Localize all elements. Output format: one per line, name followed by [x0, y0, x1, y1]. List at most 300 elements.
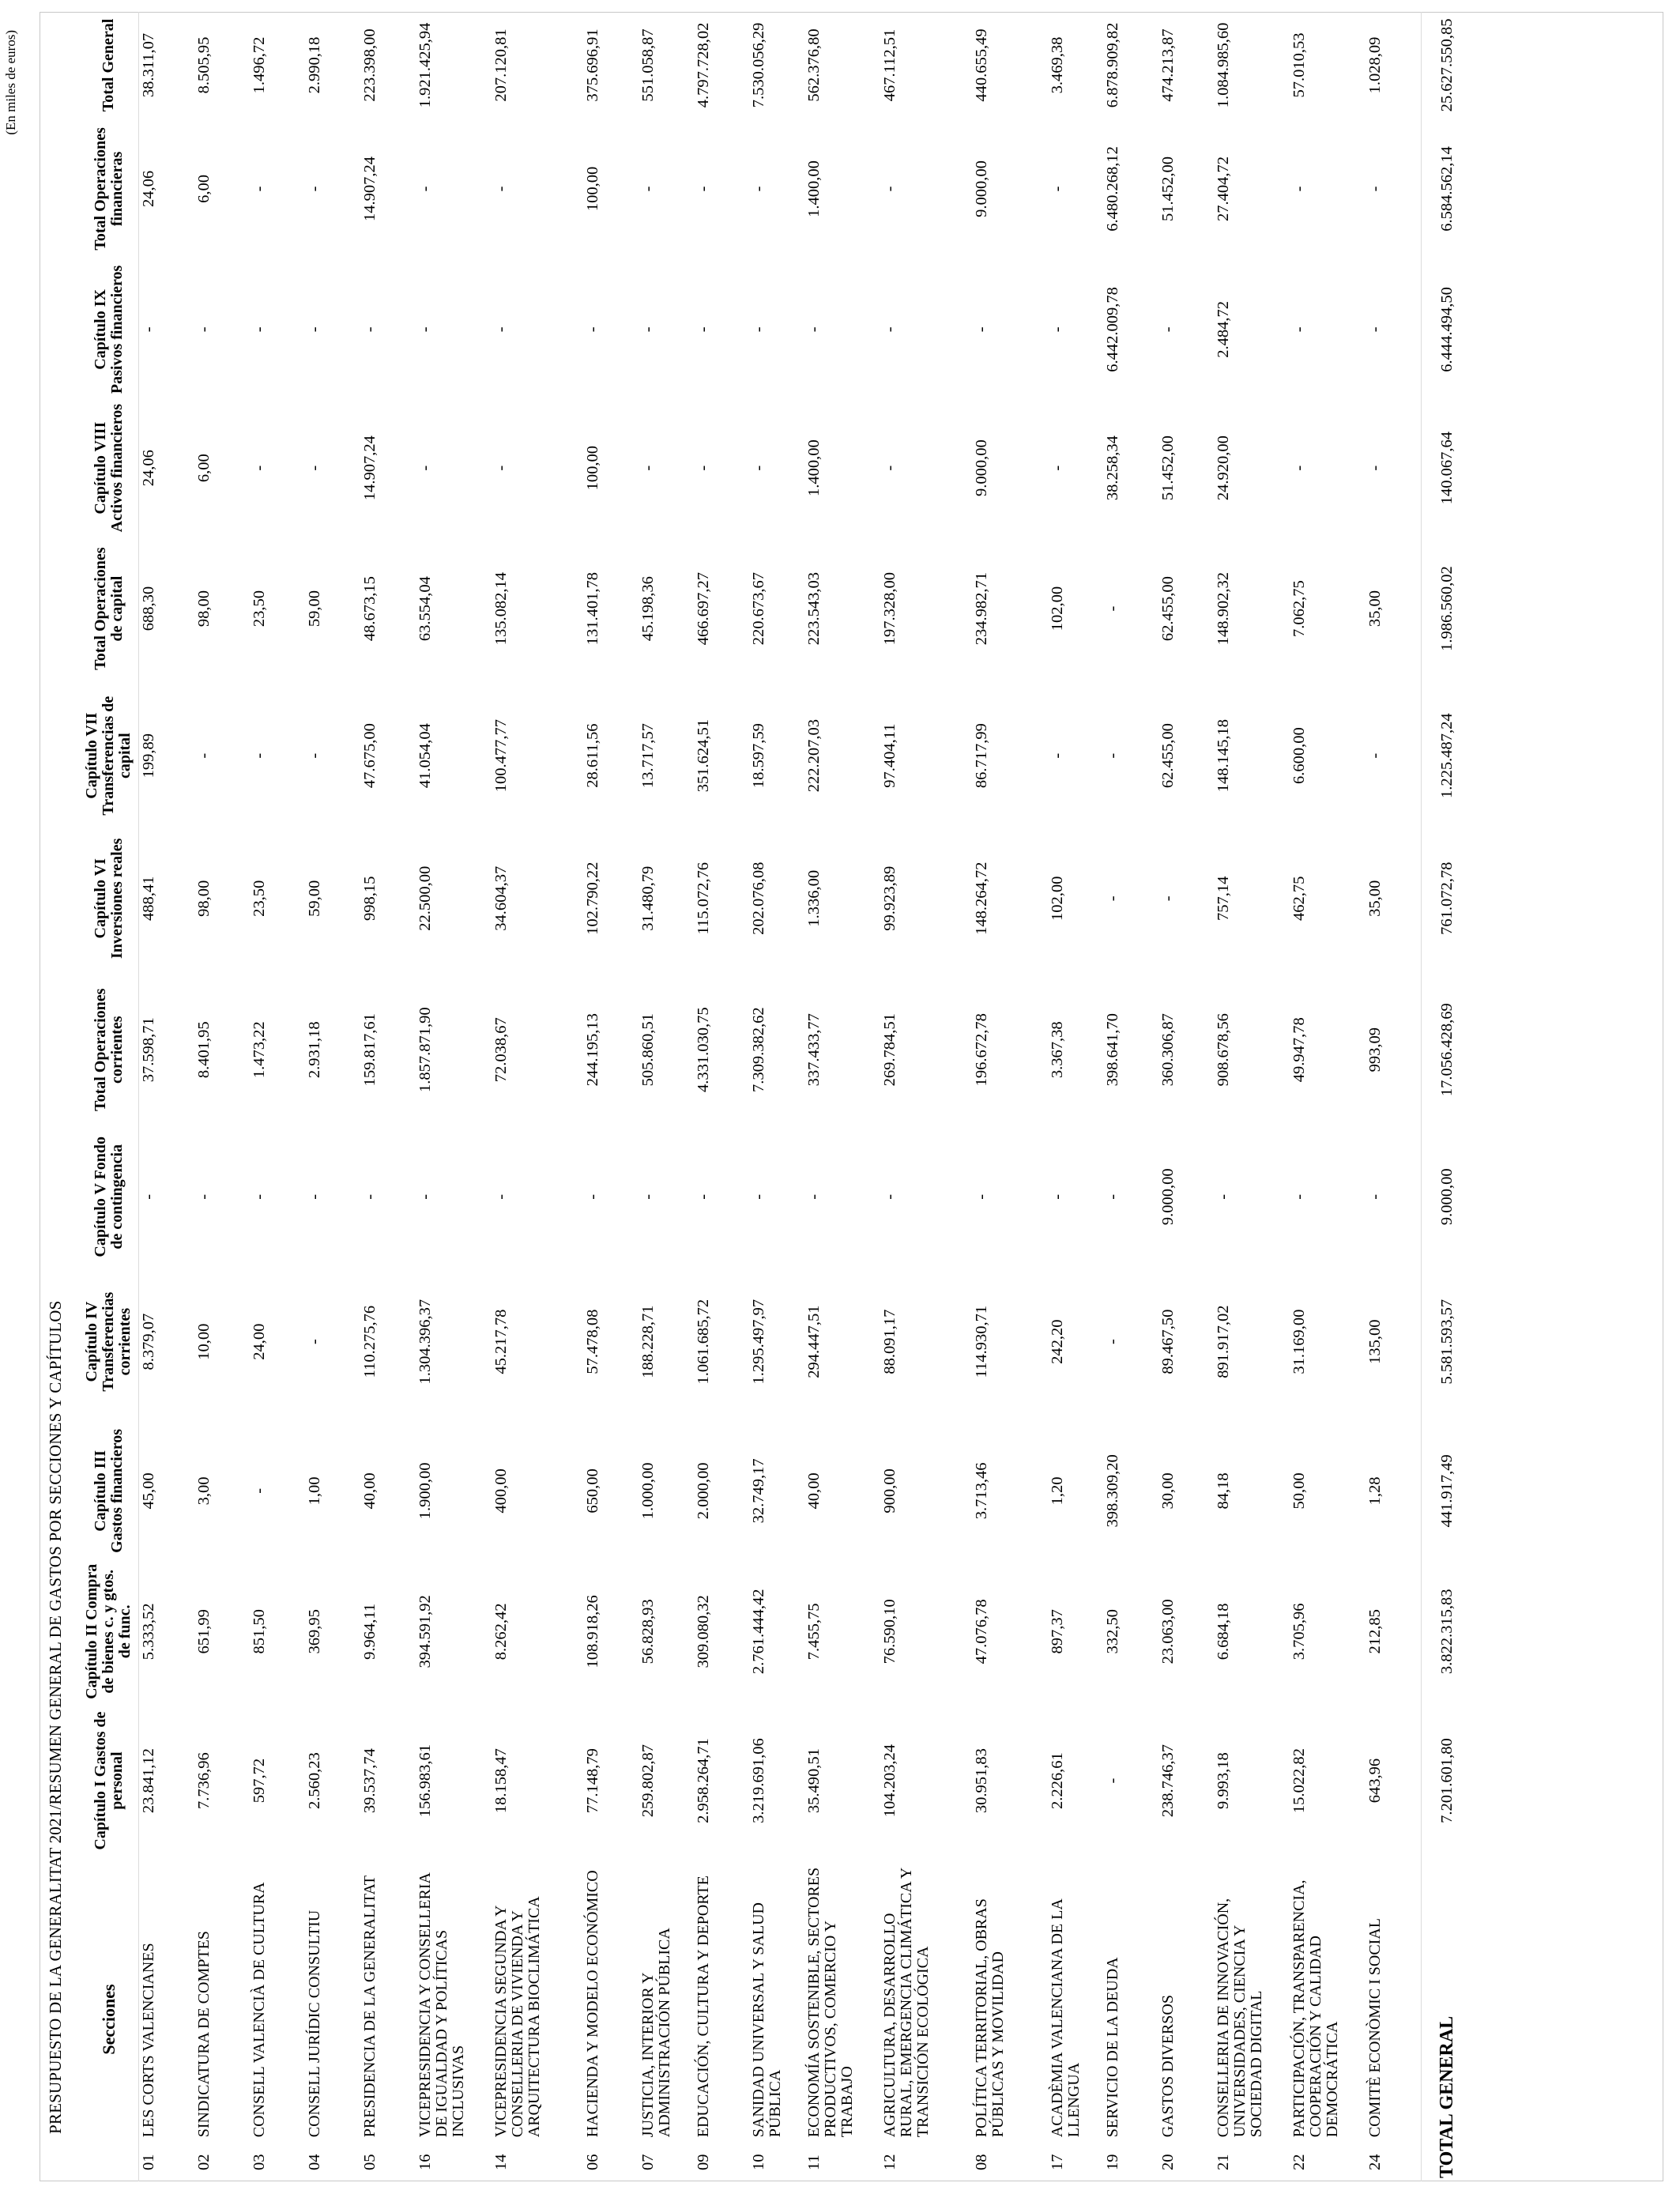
table-row	[1103, 12, 1158, 2181]
value-cell: -	[1159, 895, 1177, 902]
value-cell: 1.900,00	[416, 1462, 434, 1520]
value-cell: 1.336,00	[805, 869, 823, 927]
table-row	[305, 12, 360, 2181]
value-cell: 2.226,61	[1049, 1752, 1066, 1809]
value-cell: 757,14	[1215, 876, 1232, 921]
header-c8: Capítulo VIII Activos financieros	[79, 400, 139, 537]
section-code: 06	[584, 2154, 601, 2170]
value-cell: -	[195, 326, 213, 333]
value-cell: -	[881, 465, 898, 471]
value-cell: 14.907,24	[361, 435, 379, 501]
value-cell: 35,00	[1366, 880, 1384, 917]
header-c9: Capítulo IX Pasivos financieros	[79, 259, 139, 400]
total-value-cell: 761.072,78	[1422, 831, 1473, 967]
value-cell: 2.000,00	[695, 1462, 712, 1520]
value-cell: -	[416, 186, 434, 192]
value-cell: -	[306, 186, 323, 192]
value-cell: -	[973, 326, 990, 333]
value-cell: 7.455,75	[805, 1603, 823, 1661]
value-cell: 114.930,71	[973, 1305, 990, 1378]
value-cell: 897,37	[1049, 1609, 1066, 1654]
value-cell: 72.038,67	[492, 1017, 510, 1083]
value-cell: 148.145,18	[1215, 719, 1232, 793]
value-cell: 3.367,38	[1049, 1021, 1066, 1079]
section-code: 21	[1215, 2154, 1232, 2170]
section-name: CONSELL VALENCIÀ DE CULTURA	[250, 1882, 268, 2138]
section-code: 10	[750, 2154, 767, 2170]
value-cell: -	[306, 752, 323, 759]
value-cell: 1.304.396,37	[416, 1299, 434, 1385]
table-row	[139, 12, 195, 2181]
total-value-cell: 5.581.593,57	[1422, 1261, 1473, 1423]
value-cell: 48.673,15	[361, 576, 379, 642]
value-cell: 375.696,91	[584, 28, 601, 102]
value-cell: 28.611,56	[584, 723, 601, 788]
section-name: PARTICIPACIÓN, TRANSPARENCIA, COOPERACIÓN Y CALIDAD DEMOCRÁTICA	[1290, 1879, 1341, 2138]
value-cell: 88.091,17	[881, 1309, 898, 1374]
value-cell: 238.746,37	[1159, 1744, 1177, 1818]
value-cell: -	[695, 186, 712, 192]
value-cell: 259.802,87	[639, 1744, 657, 1818]
total-value-cell: 6.444.494,50	[1422, 259, 1473, 400]
value-cell: 31.480,79	[639, 865, 657, 931]
value-cell: 23.841,12	[140, 1748, 157, 1814]
header-c1: Capítulo I Gastos de personal	[79, 1704, 139, 1857]
value-cell: -	[1366, 326, 1384, 333]
value-cell: -	[1366, 186, 1384, 192]
value-cell: -	[306, 326, 323, 333]
value-cell: 2.484,72	[1215, 301, 1232, 358]
value-cell: 207.120,81	[492, 28, 510, 102]
value-cell: 7.530.056,29	[750, 22, 767, 108]
value-cell: 8.262,42	[492, 1603, 510, 1661]
table-row	[1365, 12, 1422, 2181]
value-cell: 234.982,71	[973, 571, 990, 646]
value-cell: 39.537,74	[361, 1748, 379, 1814]
value-cell: -	[195, 1193, 213, 1200]
value-cell: -	[1366, 465, 1384, 471]
value-cell: 100.477,77	[492, 719, 510, 793]
value-cell: 597,72	[250, 1758, 268, 1804]
total-value-cell: 9.000,00	[1422, 1133, 1473, 1261]
header-row	[79, 12, 139, 2181]
value-cell: 294.447,51	[805, 1305, 823, 1378]
value-cell: 51.452,00	[1159, 156, 1177, 221]
total-value-cell: 1.225.487,24	[1422, 681, 1473, 831]
section-name: AGRICULTURA, DESARROLLO RURAL, EMERGENCIA CLIMÁTICA Y TRANSICIÓN ECOLÓGICA	[881, 1868, 932, 2138]
value-cell: 309.080,32	[695, 1595, 712, 1668]
value-cell: 908.678,56	[1215, 1013, 1232, 1087]
total-value-cell: 1.986.560,02	[1422, 536, 1473, 680]
section-name: VICEPRESIDENCIA SEGUNDA Y CONSELLERIA DE VIVIENDA Y ARQUITECTURA BIOCLIMÁTICA	[492, 1896, 543, 2138]
value-cell: 156.983,61	[416, 1744, 434, 1818]
section-name: SANIDAD UNIVERSAL Y SALUD PÚBLICA	[750, 1902, 784, 2138]
value-cell: 41.054,04	[416, 723, 434, 789]
header-toc: Total Operaciones corrientes	[79, 967, 139, 1133]
value-cell: 8.379,07	[140, 1313, 157, 1370]
value-cell: 9.000,00	[1159, 1168, 1177, 1226]
value-cell: 400,00	[492, 1468, 510, 1514]
value-cell: 84,18	[1215, 1472, 1232, 1510]
section-code: 08	[973, 2154, 990, 2170]
value-cell: 688,30	[140, 586, 157, 631]
section-name: GASTOS DIVERSOS	[1159, 1995, 1177, 2138]
value-cell: -	[1290, 465, 1308, 471]
value-cell: 462,75	[1290, 876, 1308, 921]
value-cell: -	[1290, 186, 1308, 192]
value-cell: 100,00	[584, 445, 601, 491]
value-cell: 131.401,78	[584, 571, 601, 646]
value-cell: -	[416, 1193, 434, 1200]
value-cell: -	[1104, 1193, 1121, 1200]
value-cell: -	[750, 326, 767, 333]
value-cell: 4.331.030,75	[695, 1007, 712, 1093]
value-cell: 562.376,80	[805, 28, 823, 102]
value-cell: 196.672,78	[973, 1013, 990, 1087]
value-cell: 1.061.685,72	[695, 1299, 712, 1385]
section-code: 20	[1159, 2154, 1177, 2170]
value-cell: 6.442.009,78	[1104, 287, 1121, 372]
value-cell: 6.878.909,82	[1104, 22, 1121, 108]
value-cell: -	[416, 465, 434, 471]
table-row	[804, 12, 880, 2181]
table-row	[694, 12, 749, 2181]
section-name: LES CORTS VALENCIANES	[140, 1943, 157, 2138]
value-cell: -	[492, 186, 510, 192]
value-cell: 57.478,08	[584, 1309, 601, 1374]
value-cell: -	[1104, 605, 1121, 612]
value-cell: 1.295.497,97	[750, 1299, 767, 1385]
value-cell: 7.062,75	[1290, 580, 1308, 637]
value-cell: 23,50	[250, 590, 268, 628]
section-name: VICEPRESIDENCIA Y CONSELLERIA DE IGUALDAD Y POLÍTICAS INCLUSIVAS	[416, 1873, 467, 2138]
value-cell: 1,20	[1049, 1476, 1066, 1506]
value-cell: 108.918,26	[584, 1595, 601, 1668]
value-cell: 7.736,96	[195, 1752, 213, 1809]
value-cell: 3.469,38	[1049, 36, 1066, 94]
value-cell: 40,00	[361, 1472, 379, 1510]
value-cell: 59,00	[306, 590, 323, 628]
section-name: SERVICIO DE LA DEUDA	[1104, 1957, 1121, 2138]
section-code: 14	[492, 2154, 510, 2170]
header-tg: Total General	[79, 12, 139, 119]
value-cell: 337.433,77	[805, 1013, 823, 1087]
value-cell: -	[1104, 1339, 1121, 1345]
value-cell: -	[195, 752, 213, 759]
header-tof: Total Operaciones financieras	[79, 119, 139, 259]
value-cell: 202.076,08	[750, 861, 767, 935]
total-value-cell: 7.201.601,80	[1422, 1704, 1473, 1857]
value-cell: 49.947,78	[1290, 1017, 1308, 1083]
value-cell: 199,89	[140, 733, 157, 778]
header-c4: Capítulo IV Transferencias corrientes	[79, 1261, 139, 1423]
value-cell: 35,00	[1366, 590, 1384, 628]
value-cell: 1.084.985,60	[1215, 22, 1232, 108]
value-cell: -	[250, 1193, 268, 1200]
header-c3: Capítulo III Gastos financieros	[79, 1423, 139, 1559]
table-row	[416, 12, 492, 2181]
value-cell: 6,00	[195, 454, 213, 483]
budget-page	[40, 12, 1667, 2181]
value-cell: 9.964,11	[361, 1603, 379, 1660]
value-cell: 38.258,34	[1104, 435, 1121, 501]
value-cell: -	[881, 186, 898, 192]
header-c6: Capítulo VI Inversiones reales	[79, 831, 139, 967]
total-value-cell: 140.067,64	[1422, 400, 1473, 537]
value-cell: 3.713,46	[973, 1462, 990, 1520]
value-cell: -	[250, 326, 268, 333]
table-row	[880, 12, 972, 2181]
table-row	[360, 12, 416, 2181]
value-cell: 35.490,51	[805, 1748, 823, 1814]
table-row	[583, 12, 638, 2181]
value-cell: 24,00	[250, 1323, 268, 1360]
value-cell: 6.684,18	[1215, 1603, 1232, 1661]
value-cell: -	[639, 326, 657, 333]
value-cell: 551.058,87	[639, 28, 657, 102]
value-cell: 47.675,00	[361, 723, 379, 789]
section-name: EDUCACIÓN, CULTURA Y DEPORTE	[695, 1875, 712, 2138]
value-cell: -	[1366, 1193, 1384, 1200]
value-cell: -	[750, 1193, 767, 1200]
value-cell: 351.624,51	[695, 719, 712, 793]
header-c7: Capítulo VII Transferencias de capital	[79, 681, 139, 831]
header-tocap: Total Operaciones de capital	[79, 536, 139, 680]
value-cell: 5.333,52	[140, 1603, 157, 1661]
value-cell: 1.857.871,90	[416, 1007, 434, 1093]
section-code: 04	[306, 2154, 323, 2170]
value-cell: 34.604,37	[492, 865, 510, 931]
value-cell: 6,00	[195, 175, 213, 203]
table-row	[972, 12, 1048, 2181]
table-row	[1048, 12, 1103, 2181]
value-cell: 369,95	[306, 1609, 323, 1654]
value-cell: 1,00	[306, 1476, 323, 1506]
value-cell: 89.467,50	[1159, 1309, 1177, 1374]
value-cell: 3,00	[195, 1476, 213, 1506]
value-cell: -	[1049, 465, 1066, 471]
value-cell: 222.207,03	[805, 719, 823, 793]
value-cell: 56.828,93	[639, 1599, 657, 1664]
header-secciones: Secciones	[79, 1857, 139, 2181]
value-cell: 1.400,00	[805, 439, 823, 497]
value-cell: 993,09	[1366, 1027, 1384, 1072]
value-cell: -	[750, 465, 767, 471]
total-row	[1422, 12, 1473, 2181]
value-cell: 1.496,72	[250, 36, 268, 94]
value-cell: -	[492, 1193, 510, 1200]
value-cell: 30.951,83	[973, 1748, 990, 1814]
table-row	[638, 12, 694, 2181]
table-row	[1158, 12, 1214, 2181]
value-cell: -	[639, 465, 657, 471]
value-cell: -	[361, 326, 379, 333]
value-cell: -	[1104, 752, 1121, 759]
table-body	[139, 12, 1473, 2181]
total-value-cell: 3.822.315,83	[1422, 1559, 1473, 1704]
value-cell: 47.076,78	[973, 1599, 990, 1664]
value-cell: 1.921.425,94	[416, 22, 434, 108]
total-label: TOTAL GENERAL	[1422, 1857, 1473, 2181]
value-cell: 474.213,87	[1159, 28, 1177, 102]
value-cell: 104.203,24	[881, 1744, 898, 1818]
value-cell: 220.673,67	[750, 571, 767, 646]
value-cell: 99.923,89	[881, 865, 898, 931]
value-cell: -	[639, 186, 657, 192]
value-cell: 197.328,00	[881, 571, 898, 646]
value-cell: 223.543,03	[805, 571, 823, 646]
value-cell: 100,00	[584, 166, 601, 212]
value-cell: 30,00	[1159, 1472, 1177, 1510]
section-name: ACADÈMIA VALENCIANA DE LA LLENGUA	[1049, 1899, 1083, 2138]
value-cell: 1.028,09	[1366, 36, 1384, 94]
value-cell: 45.217,78	[492, 1309, 510, 1374]
value-cell: -	[1290, 326, 1308, 333]
value-cell: 7.309.382,62	[750, 1007, 767, 1093]
value-cell: 505.860,51	[639, 1013, 657, 1087]
value-cell: 900,00	[881, 1468, 898, 1514]
value-cell: 2.990,18	[306, 36, 323, 94]
table-row	[492, 12, 583, 2181]
value-cell: 1,28	[1366, 1476, 1384, 1506]
value-cell: 13.717,57	[639, 723, 657, 789]
value-cell: -	[140, 326, 157, 333]
value-cell: 4.797.728,02	[695, 22, 712, 108]
value-cell: -	[1215, 1193, 1232, 1200]
value-cell: -	[306, 1339, 323, 1345]
value-cell: -	[492, 326, 510, 333]
value-cell: 14.907,24	[361, 156, 379, 221]
value-cell: 269.784,51	[881, 1013, 898, 1087]
value-cell: -	[1290, 1193, 1308, 1200]
value-cell: 77.148,79	[584, 1748, 601, 1814]
value-cell: 15.022,82	[1290, 1748, 1308, 1814]
value-cell: 76.590,10	[881, 1599, 898, 1664]
value-cell: -	[695, 326, 712, 333]
value-cell: 9.000,00	[973, 160, 990, 217]
value-cell: -	[306, 465, 323, 471]
section-name: HACIENDA Y MODELO ECONÓMICO	[584, 1870, 601, 2138]
total-value-cell: 17.056.428,69	[1422, 967, 1473, 1133]
value-cell: 45.198,36	[639, 576, 657, 642]
table-row	[749, 12, 804, 2181]
total-value-cell: 6.584.562,14	[1422, 119, 1473, 259]
value-cell: 23.063,00	[1159, 1599, 1177, 1664]
page-title: PRESUPUESTO DE LA GENERALITAT 2021/RESUMEN GENERAL DE GASTOS POR SECCIONES Y CAPÍTULOS	[46, 1300, 65, 2134]
value-cell: -	[1104, 895, 1121, 902]
value-cell: 59,00	[306, 880, 323, 917]
value-cell: 1.400,00	[805, 160, 823, 217]
header-c2: Capítulo II Compra de bienes c. y gtos. de func.	[79, 1559, 139, 1704]
value-cell: 9.000,00	[973, 439, 990, 497]
value-cell: 9.993,18	[1215, 1752, 1232, 1809]
value-cell: 2.931,18	[306, 1021, 323, 1079]
value-cell: 2.761.444,42	[750, 1589, 767, 1675]
unit-note: (En miles de euros)	[3, 30, 18, 135]
section-name: ECONOMÍA SOSTENIBLE, SECTORES PRODUCTIVOS, COMERCIO Y TRABAJO	[805, 1867, 856, 2138]
value-cell: 440.655,49	[973, 28, 990, 102]
value-cell: 38.311,07	[140, 32, 157, 98]
header-c5: Capítulo V Fondo de contingencia	[79, 1133, 139, 1261]
section-code: 24	[1366, 2154, 1384, 2170]
value-cell: 40,00	[805, 1472, 823, 1510]
value-cell: 466.697,27	[695, 571, 712, 646]
section-name: CONSELL JURÍDIC CONSULTIU	[306, 1909, 323, 2138]
value-cell: 851,50	[250, 1609, 268, 1654]
value-cell: 37.598,71	[140, 1017, 157, 1083]
value-cell: 115.072,76	[695, 862, 712, 935]
value-cell: 8.505,95	[195, 36, 213, 94]
value-cell: -	[750, 186, 767, 192]
value-cell: 45,00	[140, 1472, 157, 1510]
value-cell: 62.455,00	[1159, 723, 1177, 789]
value-cell: -	[881, 326, 898, 333]
value-cell: 467.112,51	[881, 28, 898, 102]
value-cell: -	[1049, 1193, 1066, 1200]
value-cell: 244.195,13	[584, 1013, 601, 1087]
value-cell: 998,15	[361, 876, 379, 921]
section-code: 12	[881, 2154, 898, 2170]
value-cell: 159.817,61	[361, 1013, 379, 1087]
value-cell: 135,00	[1366, 1319, 1384, 1364]
value-cell: 102.790,22	[584, 861, 601, 935]
value-cell: -	[250, 752, 268, 759]
value-cell: 10,00	[195, 1323, 213, 1360]
table-row	[250, 12, 305, 2181]
value-cell: 188.228,71	[639, 1305, 657, 1378]
value-cell: 57.010,53	[1290, 32, 1308, 98]
value-cell: 23,50	[250, 880, 268, 917]
section-code: 05	[361, 2154, 379, 2170]
table-row	[1214, 12, 1290, 2181]
section-code: 22	[1290, 2154, 1308, 2170]
table-row	[1290, 12, 1365, 2181]
value-cell: 102,00	[1049, 876, 1066, 921]
value-cell: 1.000,00	[639, 1462, 657, 1520]
value-cell: -	[584, 326, 601, 333]
value-cell: -	[306, 1193, 323, 1200]
value-cell: 98,00	[195, 590, 213, 628]
value-cell: -	[250, 1487, 268, 1494]
value-cell: 86.717,99	[973, 723, 990, 789]
value-cell: 223.398,00	[361, 28, 379, 102]
value-cell: 148.264,72	[973, 861, 990, 935]
value-cell: -	[584, 1193, 601, 1200]
value-cell: -	[805, 326, 823, 333]
value-cell: 643,96	[1366, 1758, 1384, 1804]
budget-table	[79, 12, 1472, 2181]
value-cell: -	[1104, 1777, 1121, 1784]
section-code: 02	[195, 2154, 213, 2170]
value-cell: -	[1159, 326, 1177, 333]
value-cell: -	[1366, 752, 1384, 759]
section-code: 16	[416, 2154, 434, 2170]
section-code: 17	[1049, 2154, 1066, 2170]
value-cell: -	[250, 465, 268, 471]
value-cell: 98,00	[195, 880, 213, 917]
value-cell: 398.641,70	[1104, 1013, 1121, 1087]
value-cell: 148.902,32	[1215, 571, 1232, 646]
value-cell: 102,00	[1049, 586, 1066, 631]
value-cell: 212,85	[1366, 1609, 1384, 1654]
table-row	[194, 12, 250, 2181]
value-cell: 6.600,00	[1290, 727, 1308, 785]
value-cell: 394.591,92	[416, 1595, 434, 1668]
section-name: SINDICATURA DE COMPTES	[195, 1931, 213, 2138]
value-cell: -	[973, 1193, 990, 1200]
value-cell: -	[881, 1193, 898, 1200]
section-name: PRESIDENCIA DE LA GENERALITAT	[361, 1875, 379, 2138]
